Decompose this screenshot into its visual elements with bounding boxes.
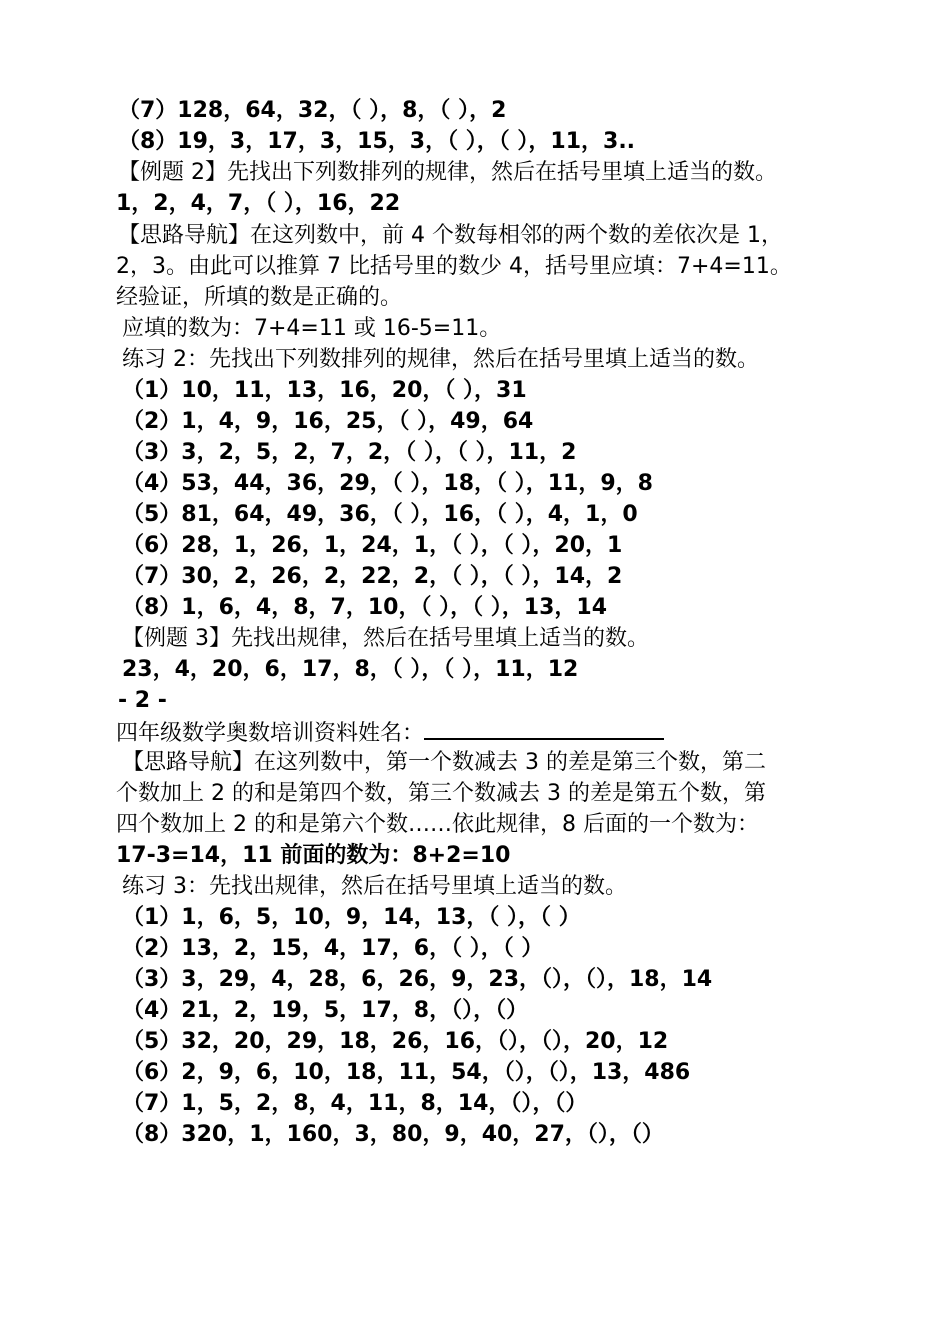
hint-3-line-4: 17-3=14，11 前面的数为：8+2=10 (116, 843, 511, 868)
text-line-1: （7）128，64，32，（ ），8，（ ），2 (118, 98, 507, 123)
practice-2-item-6: （6）28，1，26，1，24，1，（ ），（ ），20，1 (122, 533, 623, 558)
hint-3-line-2: 个数加上 2 的和是第四个数，第三个数减去 3 的差是第五个数，第 (116, 781, 766, 806)
practice-2-item-5: （5）81，64，49，36，（ ），16，（ ），4，1，0 (122, 502, 638, 527)
practice-2-item-1: （1）10，11，13，16，20，（ ），31 (122, 378, 527, 403)
example-2-sequence: 1，2，4，7，（ ），16，22 (116, 191, 401, 216)
practice-3-item-5: （5）32，20，29，18，26，16，（），（），20，12 (122, 1029, 669, 1054)
page-number: - 2 - (118, 688, 167, 713)
practice-3-item-8: （8）320，1，160，3，80，9，40，27，（），（） (122, 1122, 664, 1147)
practice-2-item-8: （8）1，6，4，8，7，10，（ ），（ ），13，14 (122, 595, 608, 620)
name-blank (424, 718, 664, 740)
practice-2-item-4: （4）53，44，36，29，（ ），18，（ ），11，9，8 (122, 471, 653, 496)
example-2-heading: 【例题 2】先找出下列数排列的规律，然后在括号里填上适当的数。 (118, 160, 777, 185)
practice-3-item-6: （6）2，9，6，10，18，11，54，（），（），13，486 (122, 1060, 691, 1085)
hint-3-line-3: 四个数加上 2 的和是第六个数……依此规律，8 后面的一个数为： (116, 812, 759, 837)
practice-2-item-2: （2）1，4，9，16，25，（ ），49，64 (122, 409, 534, 434)
practice-3-item-1: （1）1，6，5，10，9，14，13，（ ），（ ） (122, 905, 581, 930)
hint-line-1: 【思路导航】在这列数中，前 4 个数每相邻的两个数的差依次是 1， (118, 223, 783, 248)
example-3-heading: 【例题 3】先找出规律，然后在括号里填上适当的数。 (122, 626, 649, 651)
example-3-sequence: 23，4，20，6，17，8，（ ），（ ），11，12 (122, 657, 579, 682)
hint-3-line-1: 【思路导航】在这列数中，第一个数减去 3 的差是第三个数，第二 (122, 750, 766, 775)
hint-line-2: 2，3。由此可以推算 7 比括号里的数少 4，括号里应填：7+4=11。 (116, 254, 792, 279)
text-line-2: （8）19，3，17，3，15，3，（ ），（ ），11，3.. (118, 129, 636, 154)
practice-3-item-7: （7）1，5，2，8，4，11，8，14，（），（） (122, 1091, 588, 1116)
practice-2-item-7: （7）30，2，26，2，22，2，（ ），（ ），14，2 (122, 564, 623, 589)
hint-line-3: 经验证，所填的数是正确的。 (116, 285, 403, 310)
practice-2-heading: 练习 2：先找出下列数排列的规律，然后在括号里填上适当的数。 (122, 347, 759, 372)
practice-3-item-3: （3）3，29，4，28，6，26，9，23，（），（），18，14 (122, 967, 713, 992)
answer-line: 应填的数为：7+4=11 或 16-5=11。 (122, 316, 502, 341)
practice-3-item-4: （4）21，2，19，5，17，8，（），（） (122, 998, 529, 1023)
worksheet-header (116, 718, 664, 746)
worksheet-header-text: 四年级数学奥数培训资料姓名： (116, 721, 425, 746)
practice-2-item-3: （3）3，2，5，2，7，2，（ ），（ ），11，2 (122, 440, 577, 465)
practice-3-heading: 练习 3：先找出规律，然后在括号里填上适当的数。 (122, 874, 627, 899)
practice-3-item-2: （2）13，2，15，4，17，6，（ ），（ ） (122, 936, 544, 961)
